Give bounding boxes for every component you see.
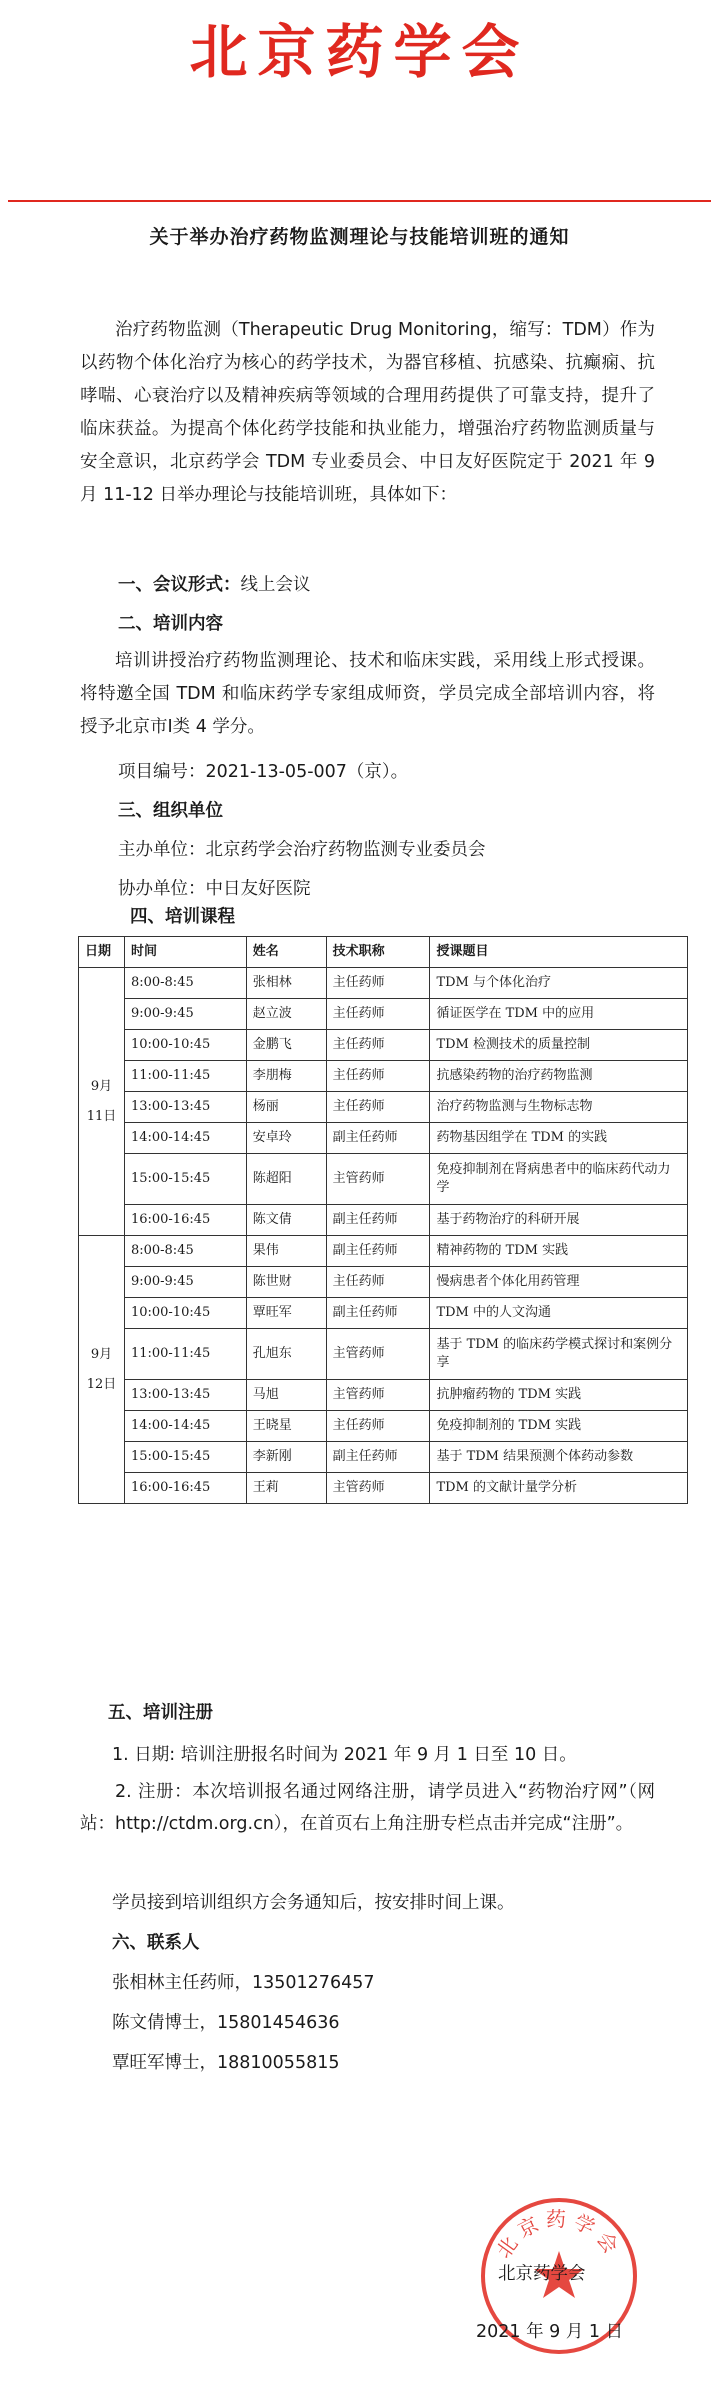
notice-title: 关于举办治疗药物监测理论与技能培训班的通知 — [149, 226, 570, 248]
header-name: 姓名 — [246, 937, 326, 968]
cell-name: 安卓玲 — [246, 1123, 326, 1154]
cell-topic: 抗肿瘤药物的 TDM 实践 — [430, 1380, 688, 1411]
cell-time: 9:00-9:45 — [124, 1267, 246, 1298]
cell-name: 陈超阳 — [246, 1154, 326, 1205]
table-row — [79, 1123, 688, 1154]
cell-topic: 慢病患者个体化用药管理 — [430, 1267, 688, 1298]
contact-2: 陈文倩博士，15801454636 — [112, 2013, 340, 2033]
cell-name: 陈文倩 — [246, 1205, 326, 1236]
cell-title: 主任药师 — [326, 1092, 430, 1123]
cell-time: 13:00-13:45 — [124, 1092, 246, 1123]
co-organizer: 协办单位：中日友好医院 — [118, 879, 311, 899]
cell-title: 主任药师 — [326, 1030, 430, 1061]
cell-name: 马旭 — [246, 1380, 326, 1411]
cell-topic: 免疫抑制剂的 TDM 实践 — [430, 1411, 688, 1442]
cell-topic: 基于 TDM 的临床药学模式探讨和案例分享 — [430, 1329, 688, 1380]
cell-topic: TDM 检测技术的质量控制 — [430, 1030, 688, 1061]
cell-time: 11:00-11:45 — [124, 1061, 246, 1092]
table-header-row — [79, 937, 688, 968]
cell-title: 主任药师 — [326, 999, 430, 1030]
cell-topic: TDM 的文献计量学分析 — [430, 1473, 688, 1504]
cell-topic: 治疗药物监测与生物标志物 — [430, 1092, 688, 1123]
signature-organization: 北京药学会 — [498, 2264, 586, 2284]
header-time: 时间 — [124, 937, 246, 968]
cell-topic: 药物基因组学在 TDM 的实践 — [430, 1123, 688, 1154]
cell-topic: 精神药物的 TDM 实践 — [430, 1236, 688, 1267]
cell-title: 副主任药师 — [326, 1123, 430, 1154]
date-cell — [79, 968, 125, 1236]
table-row — [79, 1092, 688, 1123]
table-row — [79, 1061, 688, 1092]
contact-3: 覃旺军博士，18810055815 — [112, 2053, 340, 2073]
date-label: 9月 — [90, 1346, 113, 1362]
cell-topic: 基于 TDM 结果预测个体药动参数 — [430, 1442, 688, 1473]
cell-time: 8:00-8:45 — [124, 1236, 246, 1267]
cell-name: 赵立波 — [246, 999, 326, 1030]
table-row — [79, 1205, 688, 1236]
section1-value: 线上会议 — [240, 575, 311, 595]
registration-date: 1. 日期: 培训注册报名时间为 2021 年 9 月 1 日至 10 日。 — [112, 1745, 577, 1765]
cell-title: 主任药师 — [326, 1267, 430, 1298]
table-row — [79, 1236, 688, 1267]
letterhead-divider — [8, 200, 711, 202]
cell-title: 主管药师 — [326, 1380, 430, 1411]
intro-paragraph: 治疗药物监测（Therapeutic Drug Monitoring，缩写：TDM）作为以药物个体化治疗为核心的药学技术，为器官移植、抗感染、抗癫痫、抗哮喘、心衰治疗以及精神疾病等领域的合理用药提供了可靠支持，提升了临床获益。为提高个体化药学技能和执业能力，增强治疗药物监测质量与安全意识，北京药学会 TDM 专业委员会、中日友好医院定于 2021 年 9 月 11-12 日举办理论与技能培训班，具体如下： — [80, 320, 655, 505]
cell-time: 14:00-14:45 — [124, 1123, 246, 1154]
registration-method: 2. 注册：本次培训报名通过网络注册，请学员进入“药物治疗网”（网站：http://ctdm.org.cn），在首页右上角注册专栏点击并完成“注册”。 — [80, 1782, 655, 1834]
cell-name: 金鹏飞 — [246, 1030, 326, 1061]
date-label: 11日 — [86, 1108, 117, 1124]
cell-title: 主任药师 — [326, 1061, 430, 1092]
cell-title: 主任药师 — [326, 1411, 430, 1442]
cell-time: 9:00-9:45 — [124, 999, 246, 1030]
registration-note: 学员接到培训组织方会务通知后，按安排时间上课。 — [112, 1893, 515, 1913]
signature-date: 2021 年 9 月 1 日 — [476, 2322, 624, 2342]
course-schedule-table — [78, 936, 688, 1504]
section1-heading — [118, 570, 311, 600]
cell-name: 杨丽 — [246, 1092, 326, 1123]
cell-topic: 免疫抑制剂在肾病患者中的临床药代动力学 — [430, 1154, 688, 1205]
cell-topic: TDM 中的人文沟通 — [430, 1298, 688, 1329]
contact-1: 张相林主任药师，13501276457 — [112, 1973, 375, 1993]
cell-title: 主管药师 — [326, 1154, 430, 1205]
table-row — [79, 1473, 688, 1504]
date-label: 12日 — [86, 1376, 117, 1392]
cell-time: 10:00-10:45 — [124, 1298, 246, 1329]
seal-text: 北京药学会 — [491, 2207, 627, 2263]
section6-heading: 六、联系人 — [112, 1933, 200, 1953]
cell-name: 王莉 — [246, 1473, 326, 1504]
cell-title: 副主任药师 — [326, 1442, 430, 1473]
cell-name: 孔旭东 — [246, 1329, 326, 1380]
cell-name: 陈世财 — [246, 1267, 326, 1298]
cell-topic: TDM 与个体化治疗 — [430, 968, 688, 999]
table-row — [79, 1298, 688, 1329]
cell-time: 15:00-15:45 — [124, 1154, 246, 1205]
header-date: 日期 — [79, 937, 125, 968]
cell-title: 主管药师 — [326, 1329, 430, 1380]
table-row — [79, 1411, 688, 1442]
table-row — [79, 1329, 688, 1380]
cell-name: 李朋梅 — [246, 1061, 326, 1092]
cell-time: 11:00-11:45 — [124, 1329, 246, 1380]
cell-time: 8:00-8:45 — [124, 968, 246, 999]
cell-title: 副主任药师 — [326, 1236, 430, 1267]
table-body — [79, 968, 688, 1504]
letterhead-title: 北京药学会 — [189, 18, 530, 86]
cell-name: 覃旺军 — [246, 1298, 326, 1329]
host-organization: 主办单位：北京药学会治疗药物监测专业委员会 — [118, 840, 486, 860]
date-cell — [79, 1236, 125, 1504]
cell-time: 13:00-13:45 — [124, 1380, 246, 1411]
table-row — [79, 1267, 688, 1298]
section2-text: 培训讲授治疗药物监测理论、技术和临床实践，采用线上形式授课。将特邀全国 TDM 和临床药学专家组成师资，学员完成全部培训内容，将授予北京市Ⅰ类 4 学分。 — [80, 651, 655, 737]
cell-name: 王晓星 — [246, 1411, 326, 1442]
cell-time: 16:00-16:45 — [124, 1473, 246, 1504]
cell-title: 主任药师 — [326, 968, 430, 999]
date-label: 9月 — [90, 1078, 113, 1094]
cell-topic: 抗感染药物的治疗药物监测 — [430, 1061, 688, 1092]
table-row — [79, 1030, 688, 1061]
cell-time: 10:00-10:45 — [124, 1030, 246, 1061]
cell-time: 14:00-14:45 — [124, 1411, 246, 1442]
table-row — [79, 999, 688, 1030]
section1-label: 一、会议形式： — [118, 575, 241, 595]
cell-title: 主管药师 — [326, 1473, 430, 1504]
cell-title: 副主任药师 — [326, 1205, 430, 1236]
cell-name: 果伟 — [246, 1236, 326, 1267]
section5-heading: 五、培训注册 — [108, 1703, 213, 1723]
project-number: 项目编号：2021-13-05-007（京）。 — [118, 762, 409, 782]
table-row — [79, 1380, 688, 1411]
section4-heading: 四、培训课程 — [130, 907, 235, 927]
table-row — [79, 968, 688, 999]
table-row — [79, 1154, 688, 1205]
section2-heading: 二、培训内容 — [118, 614, 223, 634]
header-topic: 授课题目 — [430, 937, 688, 968]
cell-name: 李新刚 — [246, 1442, 326, 1473]
cell-time: 16:00-16:45 — [124, 1205, 246, 1236]
section3-heading: 三、组织单位 — [118, 801, 223, 821]
cell-topic: 循证医学在 TDM 中的应用 — [430, 999, 688, 1030]
header-title: 技术职称 — [326, 937, 430, 968]
cell-name: 张相林 — [246, 968, 326, 999]
table-row — [79, 1442, 688, 1473]
cell-time: 15:00-15:45 — [124, 1442, 246, 1473]
cell-title: 副主任药师 — [326, 1298, 430, 1329]
cell-topic: 基于药物治疗的科研开展 — [430, 1205, 688, 1236]
